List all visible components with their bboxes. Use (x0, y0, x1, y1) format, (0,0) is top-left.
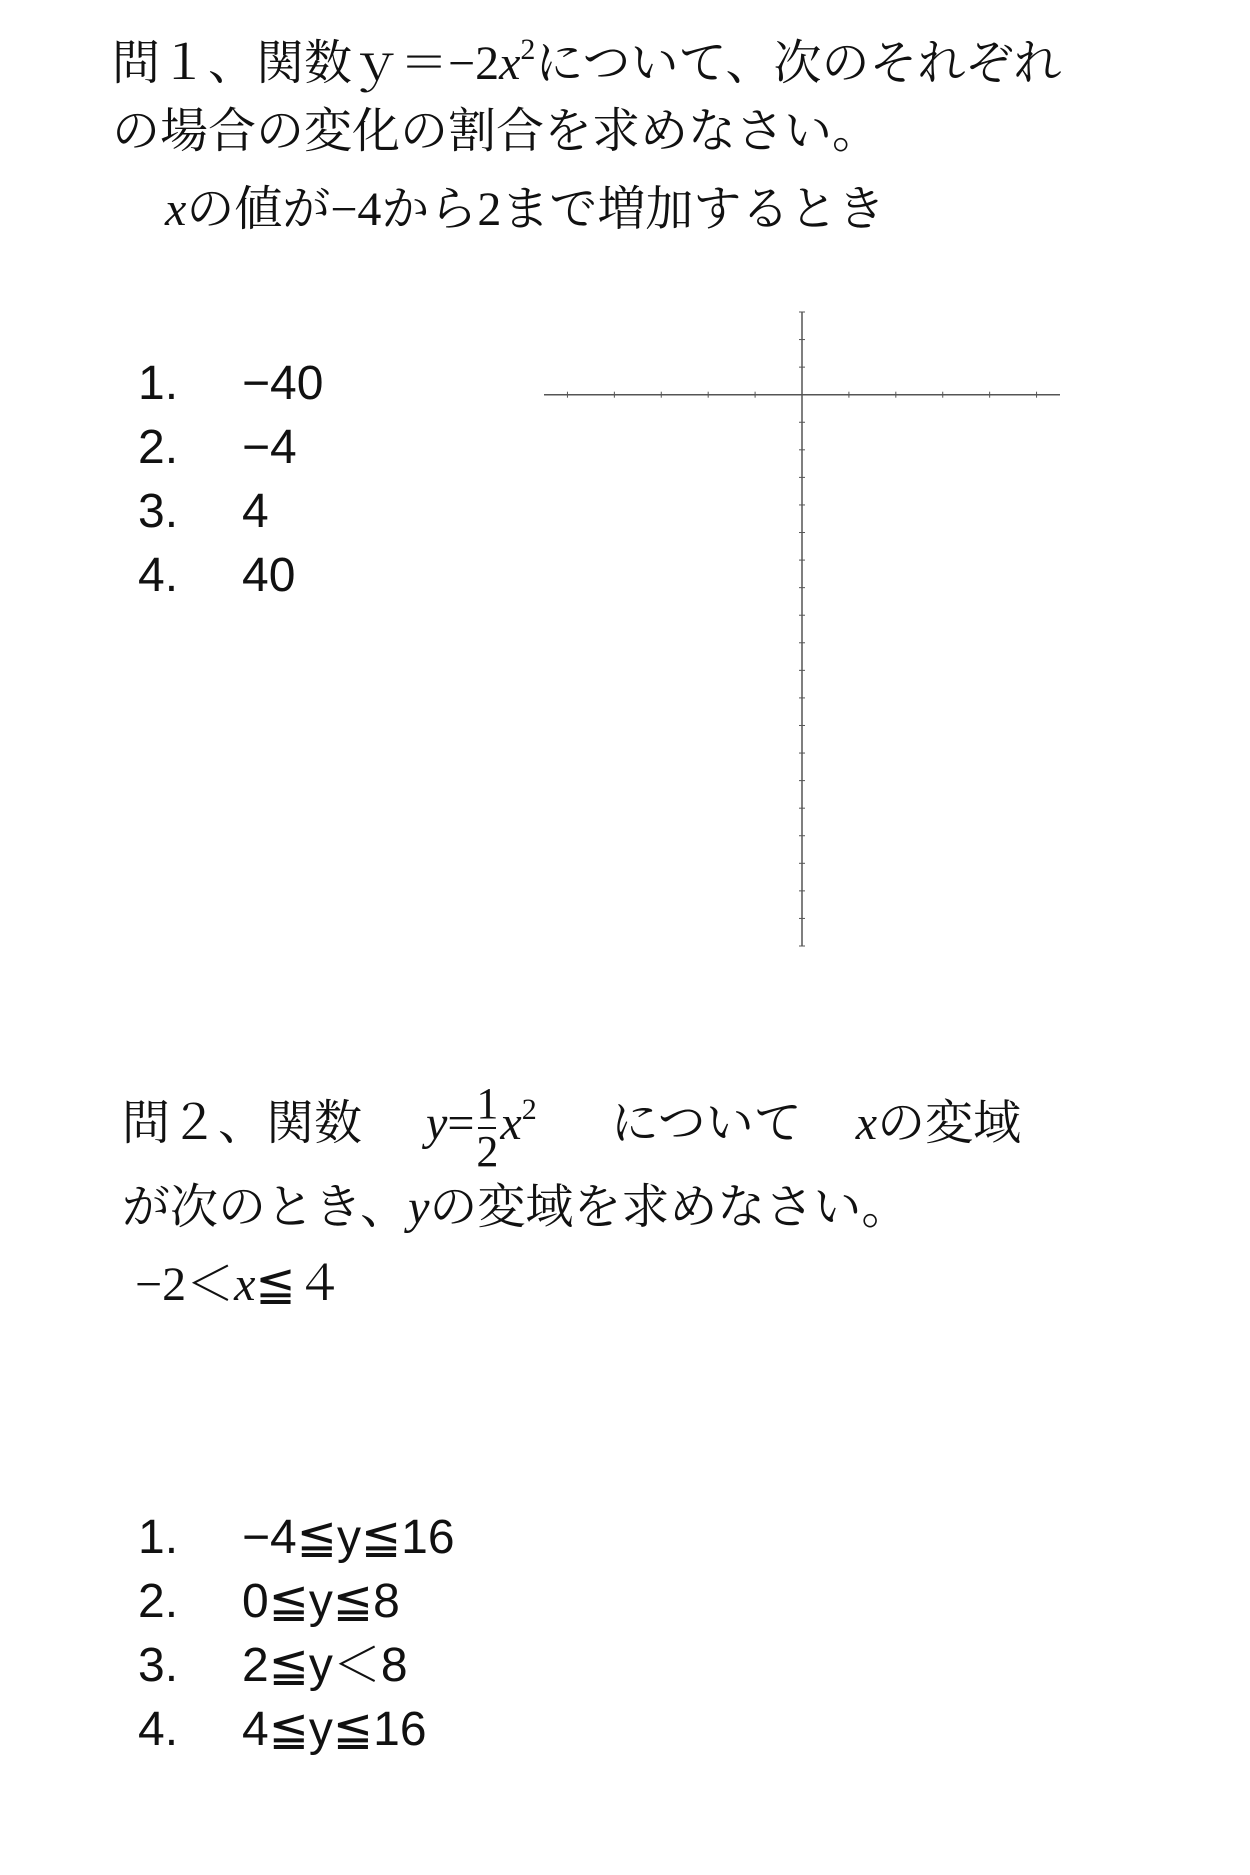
q2-choice-4[interactable] (138, 1698, 455, 1762)
choice-number: 2. (138, 421, 179, 474)
q2-eq: = (447, 1097, 475, 1150)
q2-line2-suffix: の変域を求めなさい。 (429, 1181, 910, 1234)
choice-text: −4≦y≦16 (242, 1511, 455, 1564)
q1-cond-var: x (165, 183, 187, 236)
choice-text: −4 (242, 421, 297, 474)
choice-number: 1. (138, 357, 179, 410)
q2-suffix: の変域 (877, 1097, 1022, 1150)
q2-choice-2[interactable] (138, 1570, 455, 1634)
q2-x-var: x (500, 1097, 522, 1150)
q2-y-var: y (426, 1097, 448, 1150)
q1-choice-4[interactable] (138, 544, 323, 608)
q1-suffix: について、次のそれぞれ (535, 37, 1062, 90)
q1-choice-3[interactable] (138, 480, 323, 544)
q2-choice-1[interactable] (138, 1506, 455, 1570)
q1-formula-exp: 2 (520, 33, 536, 66)
q2-range-var: x (234, 1258, 256, 1311)
q1-prefix: 問１、関数ｙ＝ (112, 37, 449, 90)
q2-line1 (122, 1060, 1022, 1176)
q2-range-left: −2＜ (135, 1258, 235, 1311)
q2-choices (138, 1506, 455, 1762)
q2-frac-den: 2 (476, 1126, 499, 1176)
q2-choice-3[interactable] (138, 1634, 455, 1698)
choice-number: 3. (138, 485, 179, 538)
q1-formula-var: x (499, 37, 521, 90)
q2-line2-prefix: が次のとき、 (122, 1181, 409, 1234)
q1-choice-1[interactable] (138, 352, 323, 416)
choice-text: −40 (242, 357, 324, 410)
q2-x-exp: 2 (521, 1093, 537, 1126)
q2-xvar2: x (855, 1097, 878, 1150)
choice-text: 4≦y≦16 (242, 1703, 427, 1756)
choice-number: 1. (138, 1511, 179, 1564)
q1-choices (138, 352, 323, 608)
q2-graph (620, 1420, 1140, 1860)
q2-line2-var: y (408, 1181, 430, 1234)
q1-graph (530, 300, 1090, 960)
q2-frac-num: 1 (476, 1078, 499, 1128)
q1-condition (165, 180, 885, 240)
q2-range (135, 1255, 344, 1315)
q2-fraction (476, 1078, 499, 1176)
choice-text: 2≦y＜8 (242, 1639, 408, 1692)
q2-mid: について (610, 1097, 802, 1150)
choice-number: 3. (138, 1639, 179, 1692)
q1-choice-2[interactable] (138, 416, 323, 480)
q1-line2: の場合の変化の割合を求めなさい。 (112, 105, 881, 158)
q1-cond-text: の値が−4から2まで増加するとき (186, 183, 886, 236)
q2-line2 (122, 1178, 909, 1238)
q1-line1 (112, 20, 1062, 94)
choice-number: 2. (138, 1575, 179, 1628)
q2-range-right: ≦４ (255, 1258, 344, 1311)
choice-text: 40 (242, 549, 296, 602)
choice-number: 4. (138, 1703, 179, 1756)
choice-text: 0≦y≦8 (242, 1575, 400, 1628)
choice-text: 4 (242, 485, 269, 538)
choice-number: 4. (138, 549, 179, 602)
q2-prefix: 問２、関数 (122, 1097, 363, 1150)
q1-formula-coef: −2 (448, 37, 500, 90)
